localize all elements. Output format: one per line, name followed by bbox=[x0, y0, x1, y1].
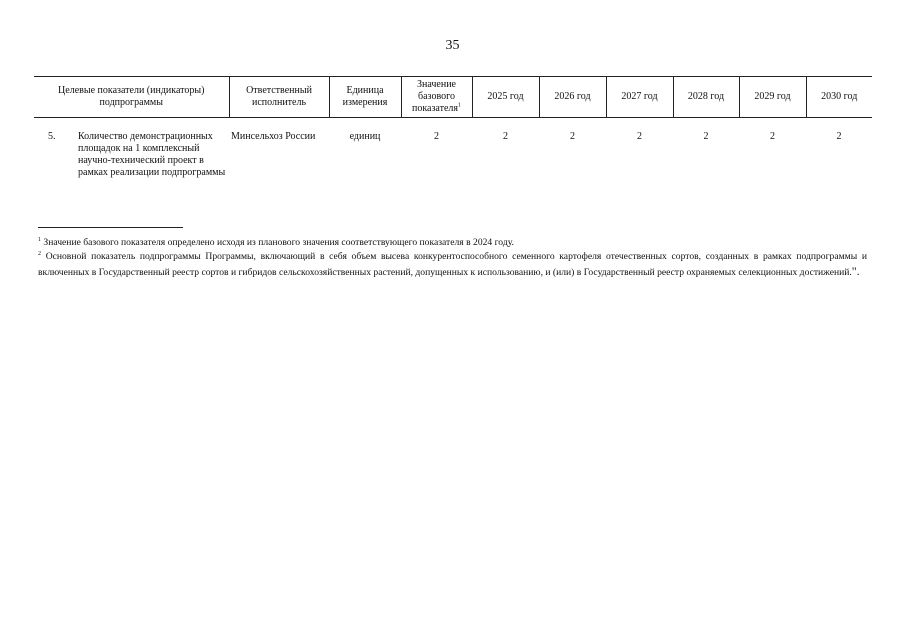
header-2030: 2030 год bbox=[806, 77, 872, 118]
header-2025: 2025 год bbox=[472, 77, 539, 118]
header-base-value-label: Значение базового показателя bbox=[411, 79, 459, 114]
header-unit: Единица измерения bbox=[329, 77, 401, 118]
page-number: 35 bbox=[445, 38, 460, 53]
header-executor: Ответственный исполнитель bbox=[229, 77, 329, 118]
footnotes bbox=[38, 236, 867, 280]
header-2027: 2027 год bbox=[606, 77, 673, 118]
header-2026: 2026 год bbox=[539, 77, 606, 118]
footnote-1-marker: 1 bbox=[38, 236, 41, 243]
cell-2027: 2 bbox=[637, 131, 642, 142]
header-base-value bbox=[401, 77, 472, 118]
footnote-2-marker: 2 bbox=[38, 250, 41, 257]
footnote-1-text: Значение базового показателя определено исходя из планового значения соответствующего показателя в 2024 году. bbox=[43, 237, 514, 248]
indicators-table bbox=[34, 76, 872, 179]
table-header bbox=[34, 77, 872, 118]
cell-2028: 2 bbox=[703, 131, 709, 142]
footnote-2 bbox=[38, 250, 867, 280]
cell-2025: 2 bbox=[503, 131, 508, 142]
cell-2029: 2 bbox=[770, 131, 775, 142]
table-row bbox=[34, 118, 872, 180]
cell-base-value: 2 bbox=[434, 131, 439, 142]
cell-2030: 2 bbox=[836, 131, 842, 142]
cell-executor: Минсельхоз России bbox=[231, 131, 316, 142]
row-indicator-name: Количество демонстрационных площадок на 1 комплексный научно-технический проект в рамках реализации подпрограммы bbox=[78, 131, 226, 178]
cell-2026: 2 bbox=[570, 131, 575, 142]
footnote-1 bbox=[38, 236, 867, 250]
header-indicators: Целевые показатели (индикаторы) подпрограммы bbox=[34, 77, 229, 118]
footnote-2-closing: ". bbox=[851, 264, 860, 278]
row-number: 5. bbox=[48, 131, 56, 142]
footnote-separator bbox=[38, 227, 183, 228]
footnote-2-text: Основной показатель подпрограммы Программы, включающий в себя объем высева конкурентоспособного семенного картофеля отечественных сортов, созданных в рамках подпрограммы и включенных в Государственный реестр сортов и гибридов сельскохозяйственных растений, допущенных к использованию, и (или) в Государственный реестр охраняемых селекционных достижений. bbox=[38, 251, 867, 278]
header-2029: 2029 год bbox=[739, 77, 806, 118]
footnote-ref-1: 1 bbox=[458, 102, 462, 109]
cell-indicator bbox=[34, 118, 229, 180]
header-2028: 2028 год bbox=[673, 77, 739, 118]
cell-unit: единиц bbox=[349, 131, 381, 142]
